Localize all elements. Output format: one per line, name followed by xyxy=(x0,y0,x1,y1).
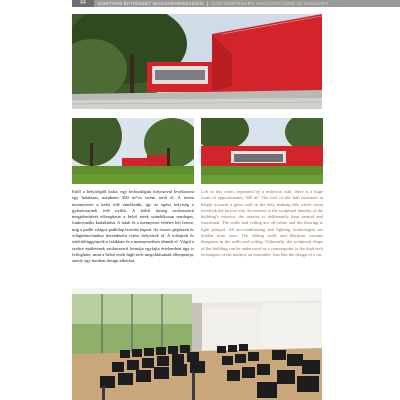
body-text-english: Left to this room, separated by a technical wall, there is a huge room of approximately 300 m². The roof of this hall increases in height towards a glass wall in the east, making this whole room overlook the factory site. In contrast to the sculptural identity of the building's exterior, the interior is deliberately kept neutral and functional. The walls and ceiling are off-white and the flooring is light parquet. All air-conditioning and lighting technologies are hidden from view. The sliding walls and blackout curtains disappear in the walls and ceiling. Ultimately, the sculptural shape of the building can be understood as a counterpoint to the high-tech techniques of the interior, an ensemble. Just like the design of a car. xyxy=(201,189,323,257)
photo-exterior-distance xyxy=(72,118,194,184)
photo-exterior-glazing xyxy=(201,118,323,184)
running-head-separator: | xyxy=(206,1,209,6)
page-number: 64 xyxy=(72,0,94,7)
running-head xyxy=(98,0,329,7)
running-header xyxy=(72,0,400,7)
body-text-hungarian: Ettől a helyiségtől balra, egy technológiai folyosóval leválasztva egy hatalmas, majdnem 300 m²-es terem terül el. A terem mennyezete a kelet felé emelkedik, így az egész helyiség a gyártócsarnok felé nyílik. A külső tömeg szoborszerű megjelenítését elősegítette a belső terek szándékosan semleges, funkcionális kialakítása. A falak és a mennyezet fehérre lett festve, míg a padló világos padlólap borítást kapott. Az összes gépészeti és világítástechnikai berendezést rejtve helyeztek el. A tolóajtók és sötétítőfüggönyök a falakban és a mennyezetben tűnnek el. Végül a szobor épületének szoborszerű formája egyfajta értelemben úgy is felfogható, mint a belső terek high-tech megoldásainak ellenpontja, amely egy modern design alkotása. xyxy=(72,189,194,264)
running-head-hu: KORTÁRS ÉPÍTÉSZET MAGYARORSZÁGON xyxy=(98,1,204,6)
photo-interior-auditorium xyxy=(72,288,322,400)
photo-exterior-overview xyxy=(72,14,322,109)
running-head-en: CONTEMPORARY ARCHITECTURE IN HUNGARY xyxy=(211,1,329,6)
